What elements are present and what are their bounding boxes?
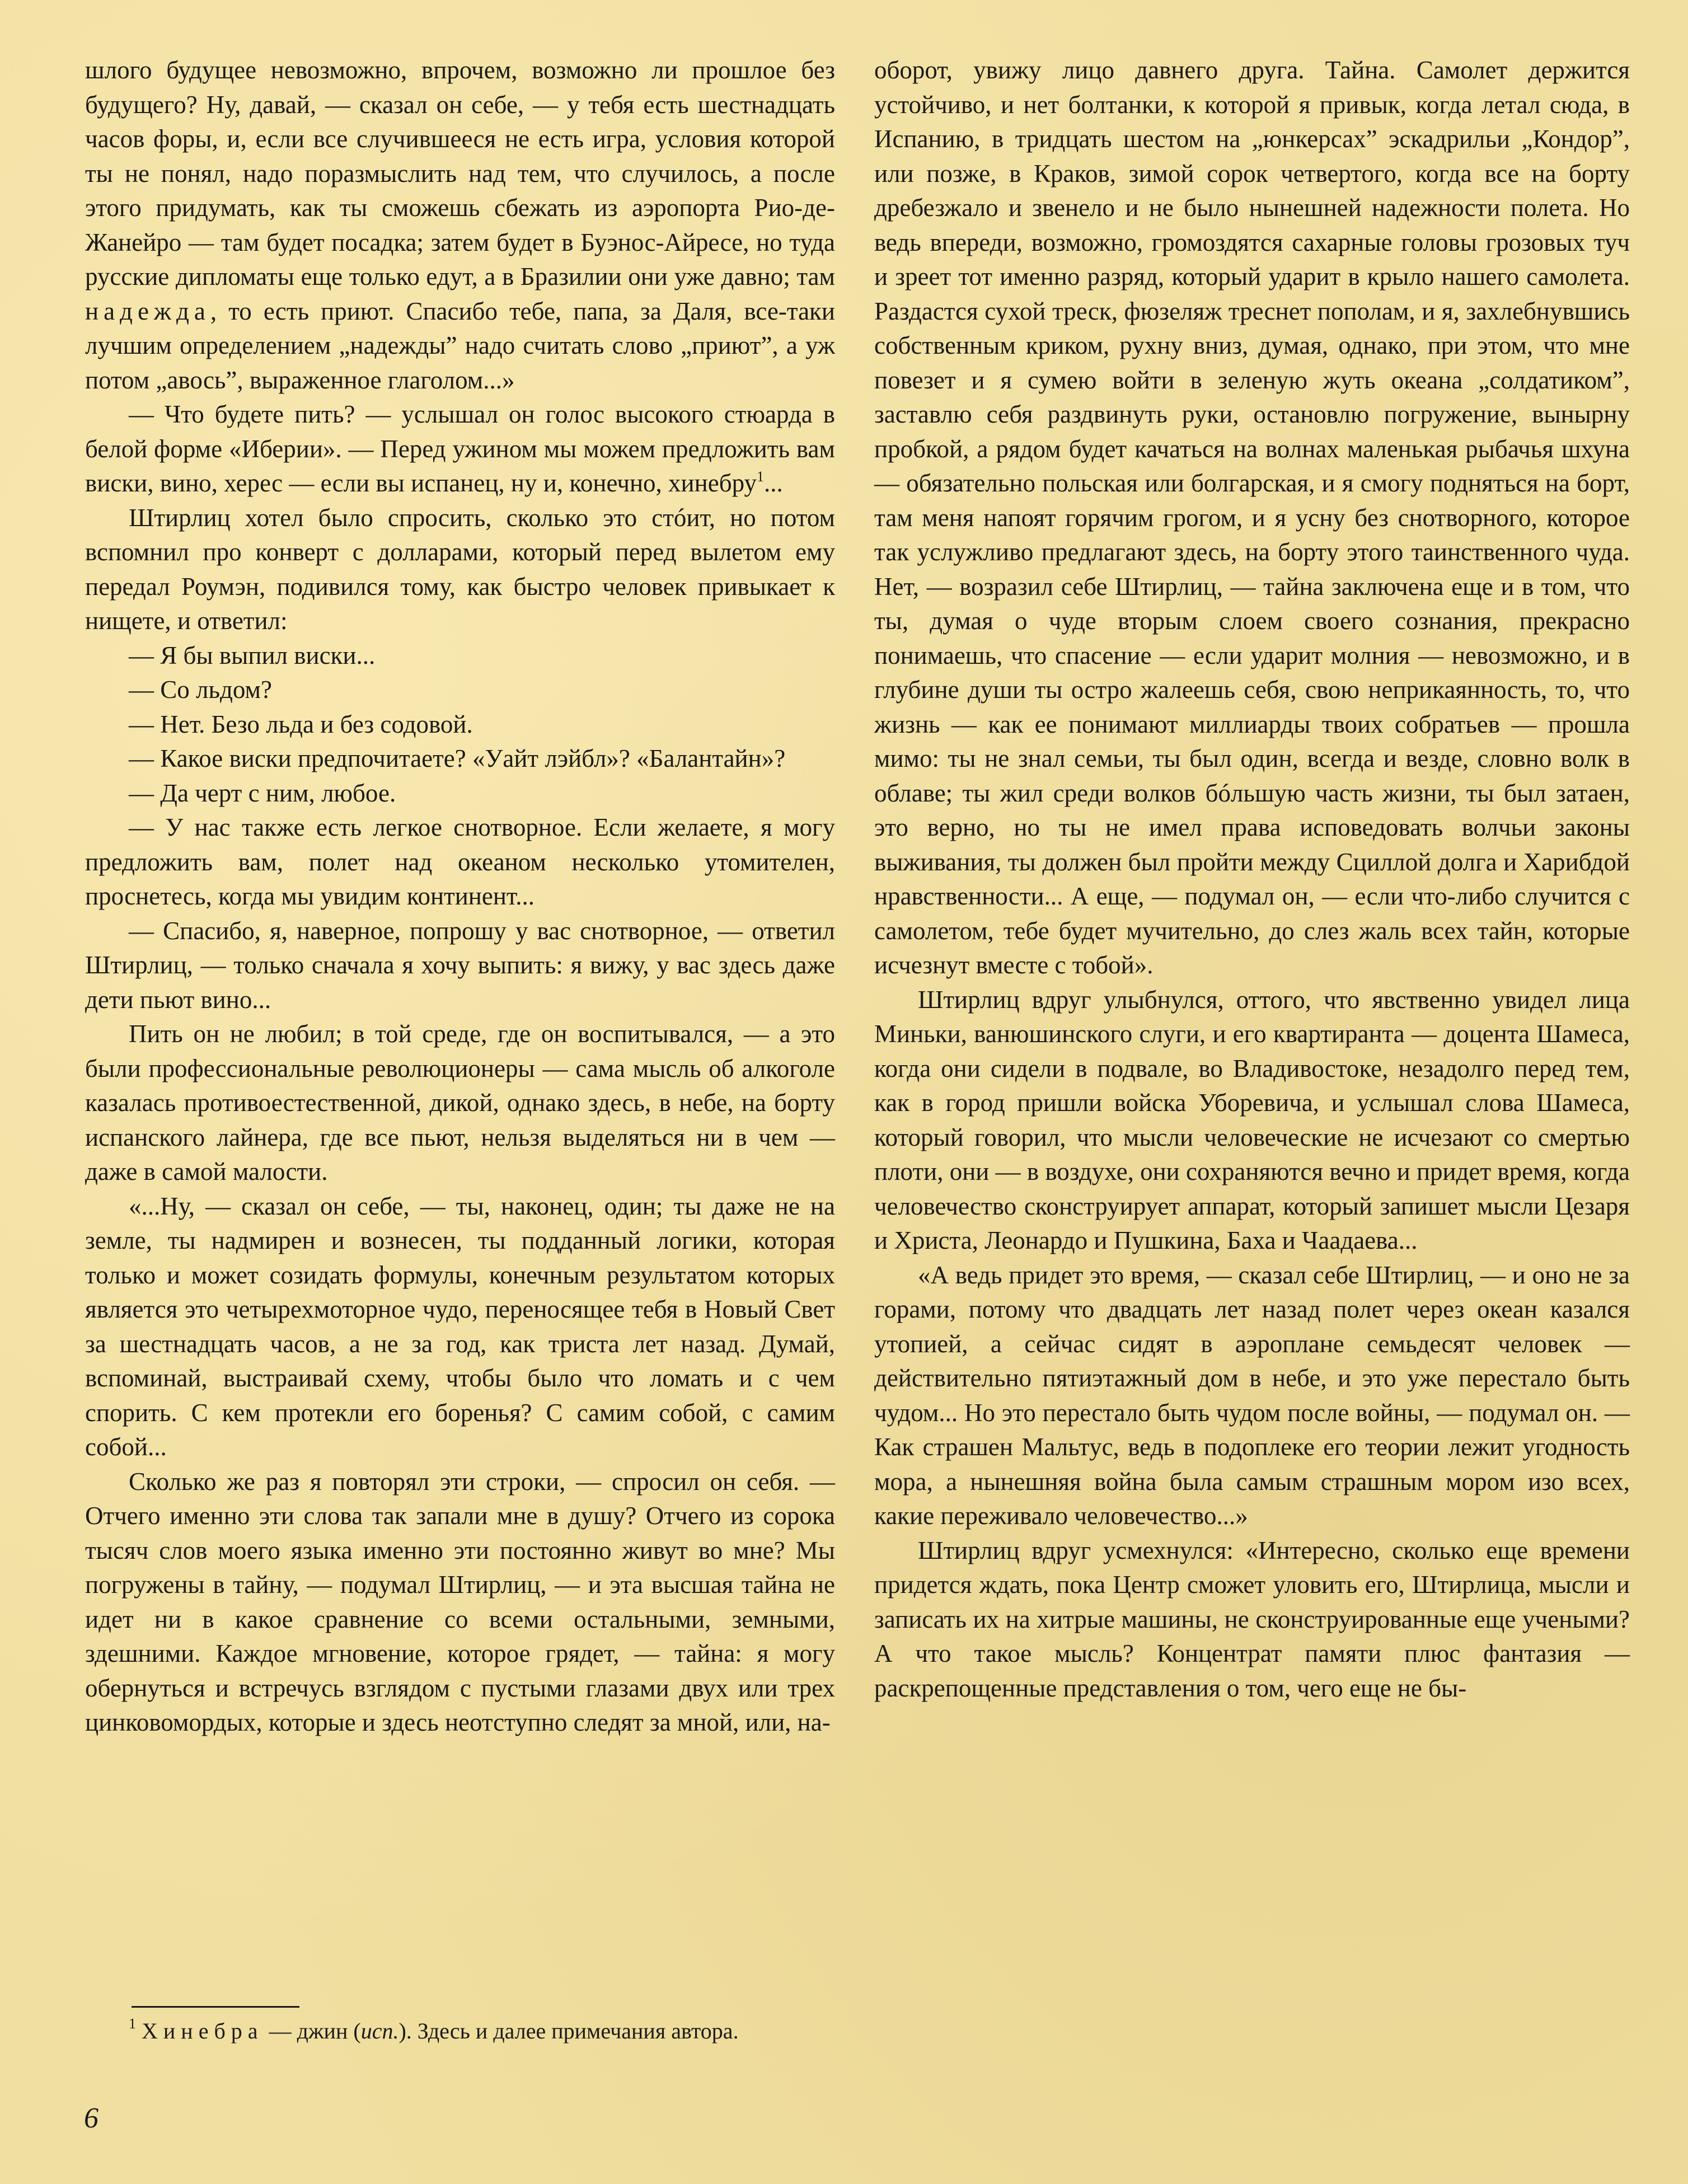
paragraph-10: — Спасибо, я, наверное, попрошу у вас снотворное, — ответил Штирлиц, — только сначала я хочу выпить: я вижу, у вас здесь даже дети пьют вино... [85,916,835,1014]
right-column [874,53,1630,1705]
paragraph-9: — У нас также есть легкое снотворное. Если желаете, я могу предложить вам, полет над океаном несколько утомителен, проснетесь, когда мы увидим континент... [85,813,835,910]
footnote-text-tail: ). Здесь и далее примечания автора. [398,2018,739,2044]
footnote-abbreviation: исп. [360,2018,399,2044]
page-number: 6 [84,2102,99,2134]
paragraph-15: Штирлиц вдруг улыбнулся, оттого, что явственно увидел лица Миньки, ванюшинского слуги, и его квартиранта — доцента Шамеса, когда они сидели в подвале, во Владивостоке, незадолго перед тем, как в город пришли войска Уборевича, и услышал слова Шамеса, который говорил, что мысли человеческие не исчезают со смертью плоти, они — в воздухе, они сохраняются вечно и придет время, когда человечество сконструирует аппарат, который запишет мысли Цезаря и Христа, Леонардо и Пушкина, Баха и Чаадаева... [874,985,1630,1254]
footnote-divider [132,2006,299,2008]
spaced-word: надежда [85,297,210,325]
paragraph-text-tail: , то есть приют. Спасибо тебе, папа, за Даля, все-таки лучшим определением „надежды” надо считать слово „приют”, а уж потом „авось”, выраженное глаголом...» [85,297,835,394]
paragraph-13: Сколько же раз я повторял эти строки, — спросил он себя. — Отчего именно эти слова так запали мне в душу? Отчего из сорока тысяч слов моего языка именно эти постоянно живут во мне? Мы погружены в тайну, — подумал Штирлиц, — и эта высшая тайна не идет ни в какое сравнение со всеми остальными, земными, здешними. Каждое мгновение, которое грядет, — тайна: я могу обернуться и встречусь взглядом с пустыми глазами двух или трех цинковомордых, которые и здесь неотступно следят за мной, или, на- [85,1467,835,1736]
left-column [85,53,835,1740]
footnote-marker: 1 [757,468,764,485]
paragraph-4: — Я бы выпил виски... [129,641,376,669]
paragraph-5: — Со льдом? [129,676,272,704]
paragraph-text-tail: ... [764,469,783,497]
paragraph-1 [85,53,835,397]
paragraph-text: шлого будущее невозможно, впрочем, возможно ли прошлое без будущего? Ну, давай, — сказал он себе, — у тебя есть шестнадцать часов форы, и, если все случившееся не есть игра, условия которой ты не понял, надо поразмыслить над тем, что случилось, а после этого придумать, как ты сможешь сбежать из аэропорта Рио-де-Жанейро — там будет посадка; затем будет в Буэнос-Айресе, но туда русские дипломаты еще только едут, а в Бразилии они уже давно; там [85,56,835,290]
paragraph-3: Штирлиц хотел было спросить, сколько это стóит, но потом вспомнил про конверт с долларами, который перед вылетом ему передал Роумэн, подивился тому, как быстро человек привыкает к нищете, и ответил: [85,503,835,635]
footnote-marker: 1 [129,2016,136,2032]
paragraph-14: оборот, увижу лицо давнего друга. Тайна. Самолет держится устойчиво, и нет болтанки, к которой я привык, когда летал сюда, в Испанию, в тридцать шестом на „юнкерсах” эскадрильи „Кондор”, или позже, в Краков, зимой сорок четвертого, когда все на борту дребезжало и звенело и не было нынешней надежности полета. Но ведь впереди, возможно, громоздятся сахарные головы грозовых туч и зреет тот именно разряд, который ударит в крыло нашего самолета. Раздастся сухой треск, фюзеляж треснет пополам, и я, захлебнувшись собственным криком, рухну вниз, думая, однако, при этом, что мне повезет и я сумею войти в зеленую жуть океана „солдатиком”, заставлю себя раздвинуть руки, остановлю погружение, вынырну пробкой, а рядом будет качаться на волнах маленькая рыбачья шхуна — обязательно польская или болгарская, и я смогу подняться на борт, там меня напоят горячим грогом, и я усну без снотворного, которое так услужливо предлагают здесь, на борту этого таинственного чуда. Нет, — возразил себе Штирлиц, — тайна заключена еще и в том, что ты, думая о чуде вторым слоем своего сознания, прекрасно понимаешь, что спасение — если ударит молния — невозможно, и в глубине души ты остро жалеешь себя, свою неприкаянность, то, что жизнь — как ее понимают миллиарды твоих собратьев — прошла мимо: ты не знал семьи, ты был один, всегда и везде, словно волк в облаве; ты жил среди волков бóльшую часть жизни, ты был затаен, это верно, но ты не имел права исповедовать волчьи законы выживания, ты должен был пройти между Сциллой долга и Харибдой нравственности... А еще, — подумал он, — если что-либо случится с самолетом, тебе будет мучительно, до слез жаль всех тайн, которые исчезнут вместе с тобой». [874,56,1630,979]
footnote-term: Хинебра [142,2018,264,2044]
paragraph-text: — Что будете пить? — услышал он голос высокого стюарда в белой форме «Иберии». — Перед ужином мы можем предложить вам виски, вино, херес — если вы испанец, ну и, конечно, хинебру [85,400,835,497]
paragraph-7: — Какое виски предпочитаете? «Уайт лэйбл»? «Балантайн»? [129,744,786,772]
paragraph-2 [85,397,835,501]
footnote [85,2016,835,2046]
paragraph-16: «А ведь придет это время, — сказал себе Штирлиц, — и оно не за горами, потому что двадцать лет назад полет через океан казался утопией, а сейчас сидят в аэроплане семьдесят человек — действительно пятиэтажный дом в небе, и это уже перестало быть чудом... Но это перестало быть чудом после войны, — подумал он. — Как страшен Мальтус, ведь в подоплеке его теории лежит угодность мора, а нынешняя война была самым страшным мором изо всех, какие переживало человечество...» [874,1260,1630,1530]
footnote-text: — джин ( [263,2018,361,2044]
paragraph-17: Штирлиц вдруг усмехнулся: «Интересно, сколько еще времени придется ждать, пока Центр сможет уловить его, Штирлица, мысли и записать их на хитрые машины, не сконструированные еще учеными? А что такое мысль? Концентрат памяти плюс фантазия — раскрепощенные представления о том, чего еще не бы- [874,1536,1630,1702]
paragraph-12: «...Ну, — сказал он себе, — ты, наконец, один; ты даже не на земле, ты надмирен и вознесен, ты подданный логики, которая только и может созидать формулы, конечным результатом которых является это четырехмоторное чудо, переносящее тебя в Новый Свет за шестнадцать часов, а не за год, как триста лет назад. Думай, вспоминай, выстраивай схему, чтобы было что ломать и с чем спорить. С кем протекли его боренья? С самим собой, с самим собой... [85,1192,835,1461]
paragraph-8: — Да черт с ним, любое. [129,779,396,807]
paragraph-6: — Нет. Безо льда и без содовой. [129,710,473,738]
paragraph-11: Пить он не любил; в той среде, где он воспитывался, — а это были профессиональные революционеры — сама мысль об алкоголе казалась противоестественной, дикой, однако здесь, в небе, на борту испанского лайнера, где все пьют, нельзя выделяться ни в чем — даже в самой малости. [85,1020,835,1185]
